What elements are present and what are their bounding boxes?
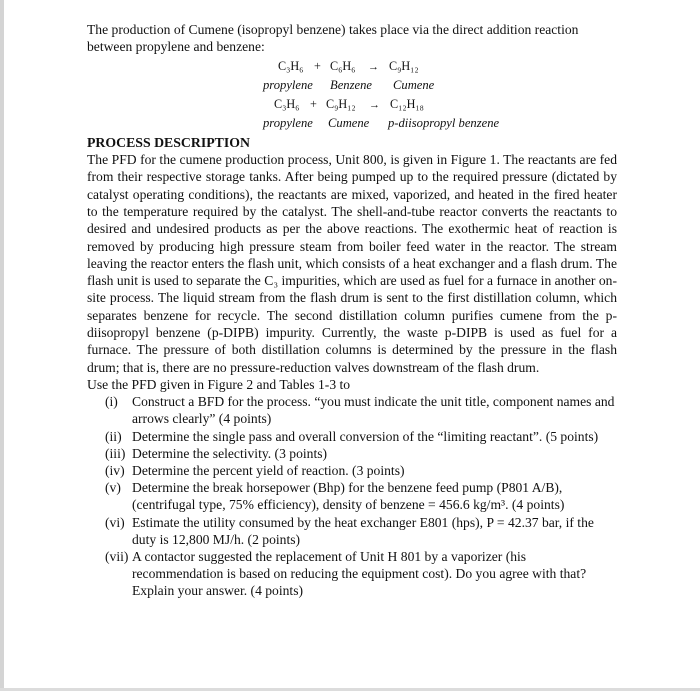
reaction-1-formula — [87, 58, 617, 77]
question-number: (vi) — [105, 514, 125, 530]
arrow-icon: → — [369, 98, 380, 111]
question-text: Determine the selectivity. (3 points) — [132, 445, 328, 461]
question-item — [87, 479, 617, 513]
reaction-2-names — [87, 115, 617, 134]
question-item — [87, 548, 617, 600]
question-text: Determine the percent yield of reaction. (3 points) — [132, 463, 405, 479]
product-name: p-diisopropyl benzene — [388, 115, 500, 130]
arrow-icon: → — [368, 60, 379, 73]
reaction-2-formula — [87, 96, 617, 115]
question-text: Estimate the utility consumed by the heat exchanger E801 (hps), P = 42.37 bar, if the duty is 12,800 MJ/h. (2 points) — [132, 514, 594, 547]
question-number: (iv) — [105, 463, 125, 479]
question-number: (i) — [105, 394, 118, 410]
reactant-name: propylene — [263, 115, 313, 130]
question-item — [87, 462, 617, 479]
section-heading: PROCESS DESCRIPTION — [87, 134, 250, 150]
reactant-formula: C₉H₁₂ — [326, 96, 356, 111]
reactant-formula: C₃H₆ — [274, 96, 300, 111]
plus-sign: + — [310, 96, 317, 111]
product-formula: C₁₂H₁₈ — [390, 96, 424, 111]
reactant-formula: C₆H₆ — [330, 58, 356, 73]
reactant-formula: C₃H₆ — [278, 58, 304, 73]
question-item — [87, 428, 617, 445]
product-formula: C₉H₁₂ — [389, 58, 419, 73]
document-content — [87, 21, 617, 600]
reactant-name: Benzene — [330, 77, 372, 92]
question-number: (v) — [105, 480, 121, 496]
question-text: A contactor suggested the replacement of Unit H 801 by a vaporizer (his recommendation is based on reducing the equipment cost). Do you agree with that? Explain your answer. (4 points) — [132, 549, 587, 599]
question-item — [87, 445, 617, 462]
process-description: The PFD for the cumene production process, Unit 800, is given in Figure 1. The reactants are fed from their respective storage tanks. After being pumped up to the required pressure (dictated by catalyst operating conditions), the reactants are mixed, vaporized, and heated in the fired heater to the temperature required by the catalyst. The shell-and-tube reactor converts the reactants to desired and undesired products as per the above reactions. The exothermic heat of reaction is removed by producing high pressure steam from boiler feed water in the reactor. The stream leaving the reactor enters the flash unit, which consists of a heat exchanger and a flash drum. The flash unit is used to separate the C₃ impurities, which are used as fuel for a furnace in another on-site process. The liquid stream from the flash drum is sent to the first distillation column, which separates benzene for recycle. The second distillation column purifies cumene from the p-diisopropyl benzene (p-DIPB) impurity. Currently, the waste p-DIPB is used as fuel for a furnace. The pressure of both distillation columns is determined by the pressure in the flash drum; that is, there are no pressure-reduction valves downstream of the flash drum. — [87, 152, 617, 375]
question-text: Construct a BFD for the process. “you must indicate the unit title, component names and arrows clearly” (4 points) — [132, 394, 615, 427]
left-border — [0, 0, 4, 691]
question-number: (vii) — [105, 549, 129, 565]
question-text: Determine the break horsepower (Bhp) for the benzene feed pump (P801 A/B), (centrifugal type, 75% efficiency), density of benzene = 456.6 kg/m³. (4 points) — [132, 480, 565, 513]
reactant-name: Cumene — [328, 115, 370, 130]
question-item — [87, 393, 617, 427]
intro-text: The production of Cumene (isopropyl benzene) takes place via the direct addition reaction between propylene and benzene: — [87, 22, 579, 55]
instruction-text: Use the PFD given in Figure 2 and Tables 1-3 to — [87, 376, 351, 392]
question-list — [87, 393, 617, 599]
question-item — [87, 514, 617, 548]
plus-sign: + — [314, 58, 321, 73]
reaction-1-names — [87, 77, 617, 96]
reactant-name: propylene — [263, 77, 313, 92]
reaction-equations — [87, 58, 617, 134]
product-name: Cumene — [393, 77, 435, 92]
question-number: (ii) — [105, 428, 122, 444]
question-text: Determine the single pass and overall conversion of the “limiting reactant”. (5 points) — [132, 428, 599, 444]
question-number: (iii) — [105, 445, 126, 461]
